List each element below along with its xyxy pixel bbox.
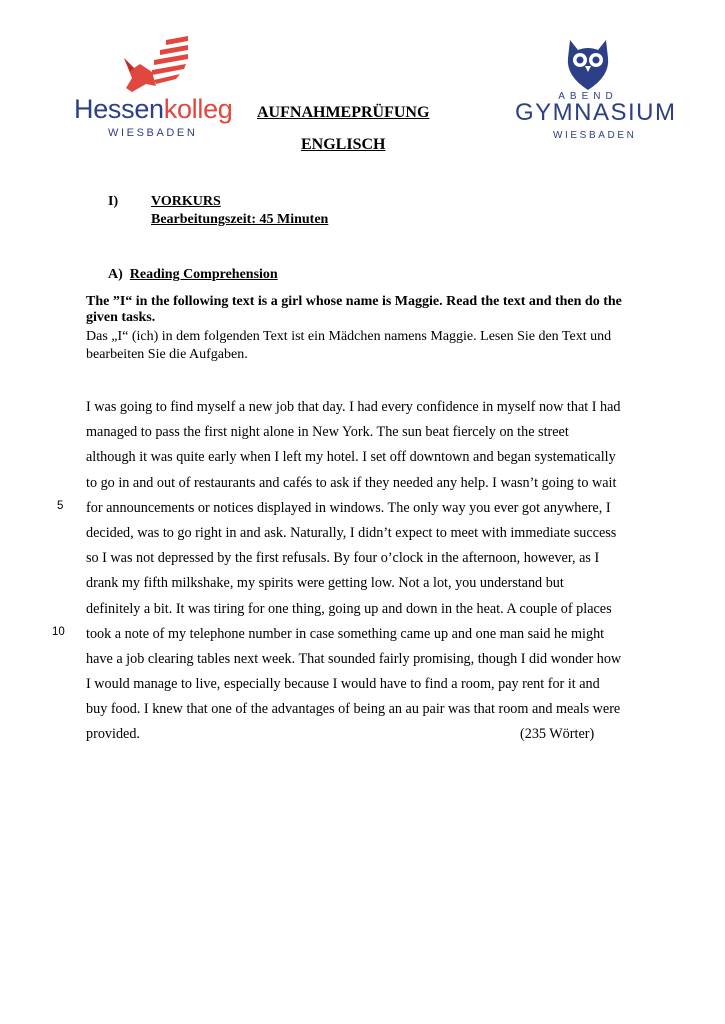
instructions-english: The ”I“ in the following text is a girl whose name is Maggie. Read the text and then do the given tasks. <box>86 294 622 325</box>
passage-line: to go in and out of restaurants and cafés to ask if they needed any help. I wasn’t going to wait <box>86 474 617 491</box>
passage-line: took a note of my telephone number in case something came up and one man said he might <box>86 625 605 642</box>
reading-passage <box>86 396 651 749</box>
abendgymnasium-city: WIESBADEN <box>553 130 637 141</box>
passage-line: definitely a bit. It was tiring for one thing, going up and down in the heat. A couple of places <box>86 600 612 617</box>
passage-line: for announcements or notices displayed in windows. The only way you ever got anywhere, I <box>86 499 611 516</box>
passage-line: managed to pass the first night alone in New York. The sun beat fiercely on the street <box>86 424 569 441</box>
passage-last-line <box>86 723 651 748</box>
hessenkolleg-wordmark <box>74 96 233 123</box>
page-subject: ENGLISCH <box>301 136 386 153</box>
passage-line: decided, was to go right in and ask. Naturally, I didn’t expect to meet with immediate success <box>86 524 617 541</box>
word-count: (235 Wörter) <box>520 726 595 743</box>
hessenkolleg-name-part1: Hessen <box>74 94 164 124</box>
passage-line: I would manage to live, especially because I would have to find a room, pay rent for it and <box>86 676 600 693</box>
line-number-5: 5 <box>57 500 64 512</box>
passage-line: buy food. I knew that one of the advantages of being an au pair was that room and meals were <box>86 701 621 718</box>
passage-line: although it was quite early when I left my hotel. I set off downtown and began systematically <box>86 449 616 466</box>
passage-line: have a job clearing tables next week. That sounded fairly promising, though I did wonder how <box>86 650 622 667</box>
hessenkolleg-city: WIESBADEN <box>108 127 198 139</box>
line-number-10: 10 <box>52 626 65 638</box>
section-time: Bearbeitungszeit: 45 Minuten <box>151 212 329 227</box>
passage-line: drank my fifth milkshake, my spirits were getting low. Not a lot, you understand but <box>86 575 564 592</box>
owl-icon <box>562 36 614 92</box>
page-title: AUFNAHMEPRÜFUNG <box>257 104 430 121</box>
instructions-german: Das „I“ (ich) in dem folgenden Text ist ein Mädchen namens Maggie. Lesen Sie den Text und bearbeiten Sie die Aufgaben. <box>86 329 612 362</box>
section-name: VORKURS <box>151 194 221 209</box>
passage-line-text: provided. <box>86 726 140 743</box>
abendgymnasium-wordmark: GYMNASIUM <box>515 99 677 126</box>
passage-line: I was going to find myself a new job that day. I had every confidence in myself now that I had <box>86 399 621 415</box>
passage-line: so I was not depressed by the first refusals. By four o’clock in the afternoon, however, as I <box>86 550 600 567</box>
subsection-label: Reading Comprehension <box>129 267 278 282</box>
section-number: I) <box>108 194 119 209</box>
abendgymnasium-top-word: ABEND <box>558 91 618 102</box>
subsection-letter: A) <box>108 267 123 282</box>
hessenkolleg-name-part2: kolleg <box>163 94 233 124</box>
subsection-heading <box>108 267 278 283</box>
